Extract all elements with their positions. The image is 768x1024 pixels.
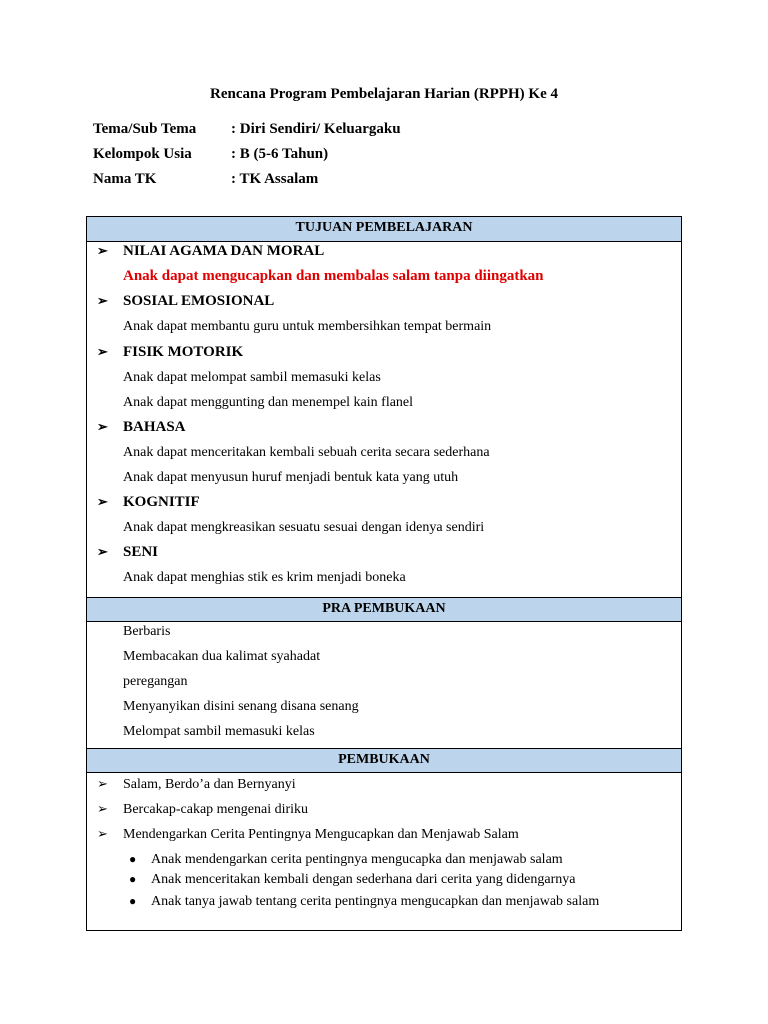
meta-value: : TK Assalam — [231, 171, 319, 187]
meta-key: Nama TK — [93, 171, 157, 187]
category-nilai-agama: ➢ NILAI AGAMA DAN MORAL — [97, 243, 325, 259]
arrow-bullet-icon: ➢ — [97, 293, 108, 308]
pembukaan-subitem: ● Anak tanya jawab tentang cerita pentingnya mengucapkan dan menjawab salam — [129, 894, 600, 909]
arrow-bullet-icon: ➢ — [97, 826, 108, 841]
goal-item: Anak dapat mengucapkan dan membalas salam tanpa diingatkan — [123, 268, 544, 284]
document-title: Rencana Program Pembelajaran Harian (RPPH) Ke 4 — [210, 86, 558, 102]
category-fisik-motorik: ➢ FISIK MOTORIK — [97, 344, 244, 360]
pra-item: Menyanyikan disini senang disana senang — [123, 699, 359, 714]
category-sosial-emosional: ➢ SOSIAL EMOSIONAL — [97, 293, 275, 309]
arrow-bullet-icon: ➢ — [97, 419, 108, 434]
arrow-bullet-icon: ➢ — [97, 243, 108, 258]
pembukaan-subitem: ● Anak menceritakan kembali dengan sederhana dari cerita yang didengarnya — [129, 872, 576, 887]
rpph-table — [86, 216, 682, 931]
pembukaan-subitem: ● Anak mendengarkan cerita pentingnya mengucapka dan menjawab salam — [129, 852, 563, 867]
meta-value: : B (5-6 Tahun) — [231, 146, 329, 162]
meta-key: Kelompok Usia — [93, 146, 192, 162]
dot-bullet-icon: ● — [129, 852, 137, 866]
pembukaan-item: ➢ Bercakap-cakap mengenai diriku — [97, 801, 309, 817]
category-bahasa: ➢ BAHASA — [97, 419, 186, 435]
dot-bullet-icon: ● — [129, 894, 137, 908]
goal-item: Anak dapat membantu guru untuk membersihkan tempat bermain — [123, 319, 492, 334]
arrow-bullet-icon: ➢ — [97, 544, 108, 559]
arrow-bullet-icon: ➢ — [97, 801, 108, 816]
pra-item: peregangan — [123, 674, 188, 689]
arrow-bullet-icon: ➢ — [97, 344, 108, 359]
pra-item: Berbaris — [123, 624, 171, 639]
goal-item: Anak dapat melompat sambil memasuki kelas — [123, 370, 381, 385]
category-kognitif: ➢ KOGNITIF — [97, 494, 200, 510]
category-seni: ➢ SENI — [97, 544, 159, 560]
goal-item: Anak dapat menceritakan kembali sebuah cerita secara sederhana — [123, 445, 490, 460]
meta-row-kelompok-usia — [93, 146, 328, 163]
goal-item: Anak dapat mengkreasikan sesuatu sesuai dengan idenya sendiri — [123, 520, 485, 535]
meta-value: : Diri Sendiri/ Keluargaku — [231, 121, 401, 137]
arrow-bullet-icon: ➢ — [97, 494, 108, 509]
meta-row-nama-tk — [93, 171, 318, 188]
dot-bullet-icon: ● — [129, 872, 137, 886]
pembukaan-item: ➢ Salam, Berdo’a dan Bernyanyi — [97, 776, 296, 792]
pra-item: Membacakan dua kalimat syahadat — [123, 649, 321, 664]
goal-item: Anak dapat menghias stik es krim menjadi boneka — [123, 570, 406, 585]
meta-key: Tema/Sub Tema — [93, 121, 197, 137]
meta-row-tema — [93, 121, 401, 138]
section-header-tujuan: TUJUAN PEMBELAJARAN — [87, 217, 681, 242]
section-header-pra-pembukaan: PRA PEMBUKAAN — [87, 597, 681, 622]
pra-item: Melompat sambil memasuki kelas — [123, 724, 315, 739]
arrow-bullet-icon: ➢ — [97, 776, 108, 791]
goal-item: Anak dapat menyusun huruf menjadi bentuk kata yang utuh — [123, 470, 459, 485]
section-header-pembukaan: PEMBUKAAN — [87, 748, 681, 773]
pembukaan-item: ➢ Mendengarkan Cerita Pentingnya Mengucapkan dan Menjawab Salam — [97, 826, 519, 842]
goal-item: Anak dapat menggunting dan menempel kain flanel — [123, 395, 414, 410]
